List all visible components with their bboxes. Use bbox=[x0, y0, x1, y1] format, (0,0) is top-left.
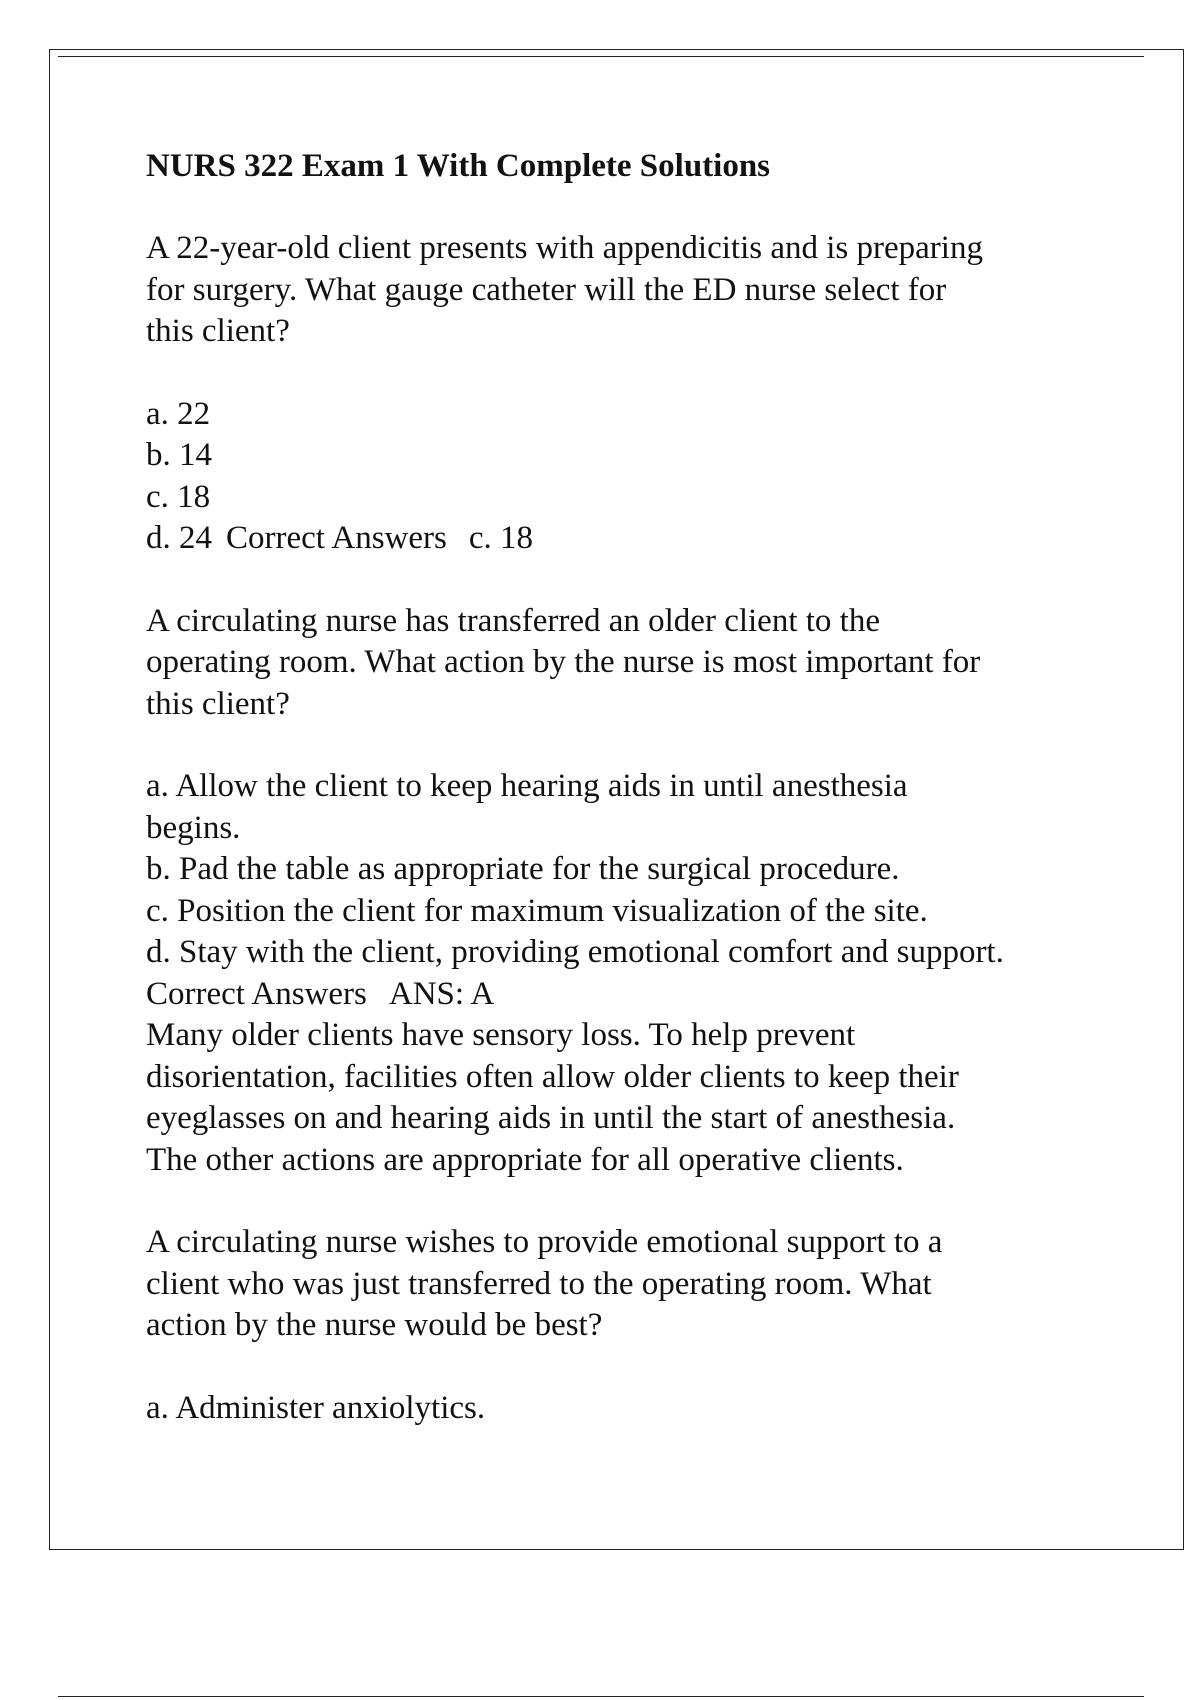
option-d-with-answer bbox=[146, 518, 1106, 560]
option-a: a. Allow the client to keep hearing aids in until anesthesia bbox=[146, 768, 908, 804]
question-3 bbox=[146, 1222, 1106, 1347]
option-b: b. 14 bbox=[146, 437, 212, 473]
question-3-stem-line: client who was just transferred to the operating room. What bbox=[146, 1265, 932, 1302]
question-1-options bbox=[146, 394, 1106, 560]
bottom-rule bbox=[58, 1696, 1144, 1697]
option-d: d. 24 bbox=[146, 520, 212, 556]
rationale-line: Many older clients have sensory loss. To help prevent bbox=[146, 1017, 856, 1053]
question-1-stem-line: this client? bbox=[146, 313, 290, 349]
document-content bbox=[146, 146, 1106, 1429]
answer-label: Correct Answers bbox=[146, 975, 367, 1012]
question-2-options bbox=[146, 766, 1106, 1181]
answer-value: c. 18 bbox=[468, 520, 534, 556]
option-a: a. 22 bbox=[146, 395, 211, 432]
answer-value: ANS: A bbox=[388, 975, 495, 1012]
option-a: a. Administer anxiolytics. bbox=[146, 1389, 486, 1426]
question-1-stem-line: A 22-year-old client presents with appendicitis and is preparing bbox=[146, 230, 983, 266]
question-3-options bbox=[146, 1388, 1106, 1430]
question-2 bbox=[146, 601, 1106, 726]
question-1 bbox=[146, 228, 1106, 353]
rationale-line: disorientation, facilities often allow older clients to keep their bbox=[146, 1058, 959, 1095]
rationale-line: eyeglasses on and hearing aids in until the start of anesthesia. bbox=[146, 1100, 956, 1136]
question-1-stem-line: for surgery. What gauge catheter will the ED nurse select for bbox=[146, 271, 947, 308]
question-2-stem-line: A circulating nurse has transferred an older client to the bbox=[146, 602, 880, 639]
option-d: d. Stay with the client, providing emotional comfort and support. bbox=[146, 934, 1004, 970]
answer-line bbox=[146, 974, 1106, 1016]
rationale-line: The other actions are appropriate for all operative clients. bbox=[146, 1141, 904, 1178]
question-2-stem-line: operating room. What action by the nurse is most important for bbox=[146, 644, 981, 680]
question-3-stem-line: action by the nurse would be best? bbox=[146, 1307, 603, 1343]
question-3-stem-line: A circulating nurse wishes to provide emotional support to a bbox=[146, 1224, 943, 1260]
option-b: b. Pad the table as appropriate for the surgical procedure. bbox=[146, 851, 900, 887]
option-c: c. 18 bbox=[146, 478, 211, 515]
question-2-stem-line: this client? bbox=[146, 685, 290, 722]
answer-label: Correct Answers bbox=[226, 520, 447, 556]
option-c: c. Position the client for maximum visualization of the site. bbox=[146, 892, 928, 929]
document-title: NURS 322 Exam 1 With Complete Solutions bbox=[146, 148, 771, 184]
option-a-continued: begins. bbox=[146, 809, 241, 846]
